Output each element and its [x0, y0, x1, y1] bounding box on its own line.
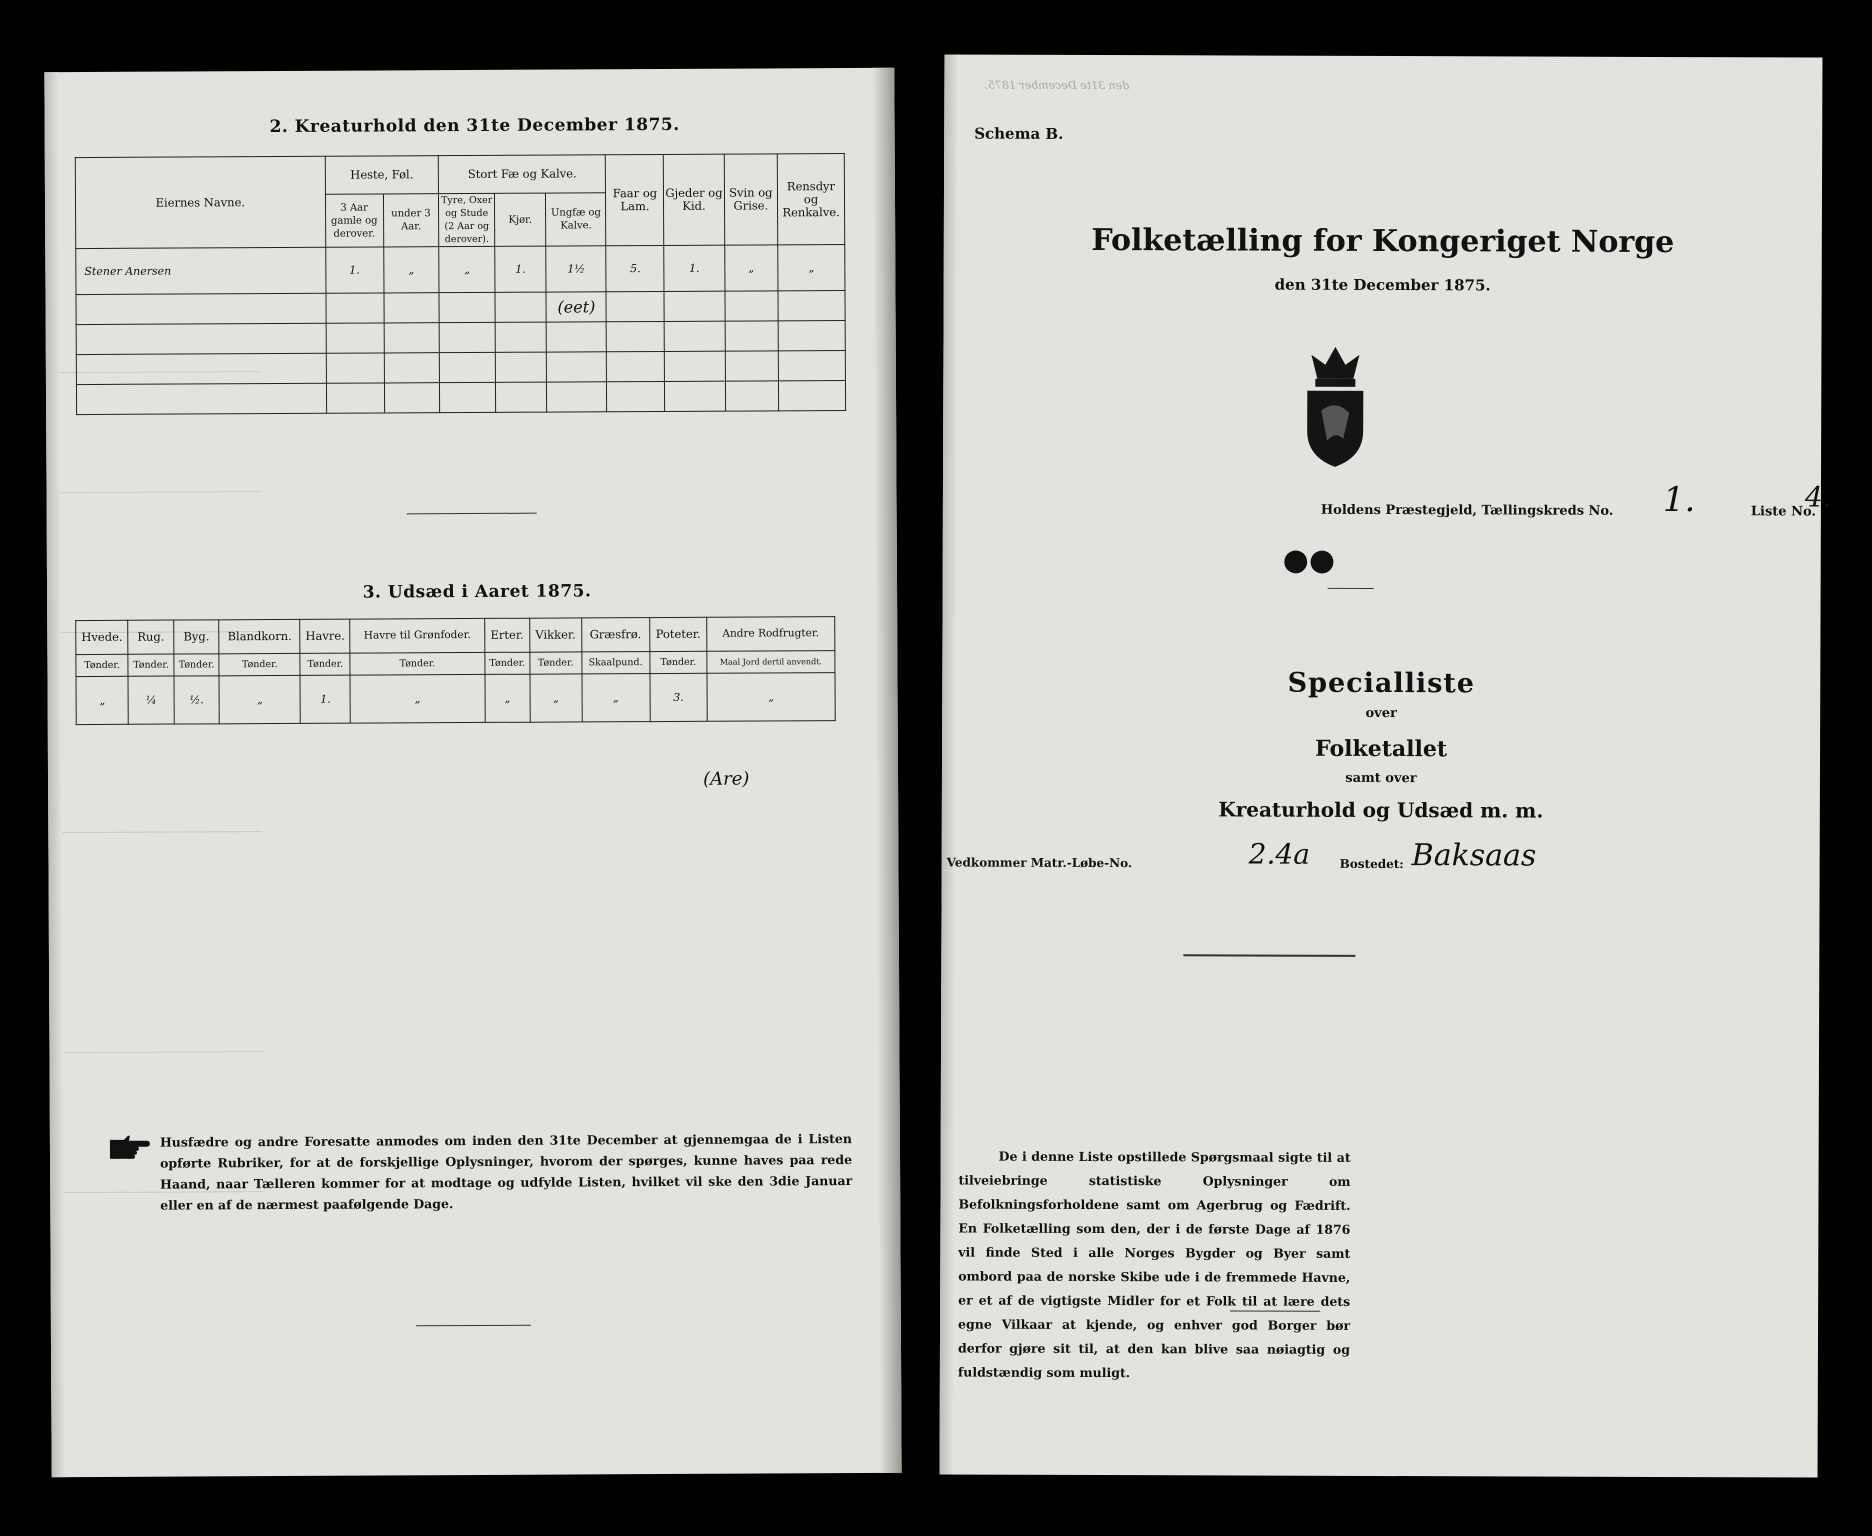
- folketallet-heading: Folketallet: [1315, 735, 1448, 763]
- seed-value: ¼: [128, 676, 174, 724]
- document-title: Folketælling for Kongeriget Norge: [1091, 222, 1675, 261]
- samt-over-text: samt over: [1345, 770, 1417, 787]
- table-row: [76, 291, 845, 325]
- table-row: [76, 351, 845, 385]
- owner-name-cell: Stener Anersen: [76, 247, 326, 294]
- seed-header: Rug.: [128, 620, 174, 654]
- tellingskreds-value: 1.: [1662, 479, 1696, 521]
- table-row: [76, 673, 835, 725]
- name-column-header: Eiernes Navne.: [75, 156, 325, 248]
- value-cell: „: [778, 245, 845, 291]
- seed-header: Havre til Grønfoder.: [350, 618, 484, 653]
- seed-unit: Tønder.: [219, 653, 300, 675]
- fold-shadow: [872, 68, 901, 1473]
- ungfae-header: Ungfæ og Kalve.: [546, 193, 606, 246]
- short-divider: [1328, 588, 1374, 589]
- seed-header: Erter.: [484, 618, 530, 652]
- svin-header: Svin og Grise.: [724, 154, 778, 245]
- specialliste-heading: Specialliste: [1287, 667, 1476, 700]
- seed-value: „: [76, 676, 129, 724]
- seed-value: „: [485, 674, 531, 722]
- document-date: den 31te December 1875.: [1274, 275, 1491, 295]
- rensdyr-header: Rensdyr og Renkalve.: [777, 154, 844, 245]
- heste-3aar-header: 3 Aar gamle og derover.: [325, 194, 383, 247]
- right-page: [940, 54, 1832, 1477]
- seed-header: Vikker.: [530, 618, 582, 652]
- bostedet-label: Bostedet:: [1339, 856, 1404, 872]
- value-cell: 1½: [546, 246, 606, 292]
- livestock-title: 2. Kreaturhold den 31te December 1875.: [269, 114, 680, 138]
- seed-header: Byg.: [174, 620, 220, 654]
- left-page: [44, 68, 901, 1477]
- seed-value: 1.: [300, 675, 350, 723]
- table-row: [76, 321, 845, 355]
- seed-value: „: [582, 674, 651, 722]
- intro-paragraph: De i denne Liste opstillede Spørgsmaal sigte til at tilveiebringe statistiske Oplysninger om Befolkningsforholdene samt om Agerbrug og Fædrift. En Folketælling som den, der i de første Dage af 1876 vil finde Sted i alle Norges Bygder og Byer samt ombord paa de norske Skibe ude i de fremmede Havne, er et af de vigtigste Midler for et Folk til at lære dets egne Vilkaar at kjende, og enhver god Borger bør derfor gjøre sit til, at den kan blive saa nøiagtig og fuldstændig som muligt.: [957, 1148, 1351, 1381]
- page-edge: [940, 54, 959, 1474]
- ungfae-note: (eet): [546, 292, 606, 322]
- bleed-line: [61, 491, 261, 493]
- kjor-header: Kjør.: [494, 193, 546, 246]
- value-cell: 1.: [325, 247, 383, 293]
- notice-text: Husfædre og andre Foresatte anmodes om inden den 31te December at gjennemgaa de i Listen opførte Rubriker, for at de forskjellige Oplysninger, hvorom der spørges, kunne haves paa rede Haand, naar Tælleren kommer for at modtage og udfylde Listen, hvilket vil ske den 3die Januar eller en af de nærmest paafølgende Dage.: [159, 1131, 853, 1213]
- seed-header: Blandkorn.: [219, 619, 300, 653]
- matr-value: 2.4a: [1248, 837, 1310, 871]
- long-divider: [1183, 954, 1355, 957]
- tyre-header: Tyre, Oxer og Stude (2 Aar og derover).: [439, 193, 495, 246]
- value-cell: 1.: [664, 245, 724, 291]
- bleed-through: den 31te December 1875.: [984, 78, 1130, 93]
- bleed-line: [63, 1051, 263, 1053]
- value-cell: „: [724, 245, 778, 291]
- seed-unit: Tønder.: [174, 654, 220, 676]
- seed-unit: Skaalpund.: [581, 652, 649, 674]
- seed-unit: Maal Jord dertil anvendt.: [707, 651, 835, 674]
- seed-unit: Tønder.: [484, 652, 530, 674]
- table-row: [76, 381, 845, 415]
- value-cell: „: [439, 246, 495, 292]
- seed-unit: Tønder.: [128, 654, 174, 676]
- seed-header: Græsfrø.: [581, 618, 650, 652]
- seed-unit: Tønder.: [76, 654, 128, 676]
- gjeder-header: Gjeder og Kid.: [664, 154, 725, 245]
- bleed-line: [62, 831, 262, 833]
- page-edge: [44, 72, 65, 1477]
- poteter-note: (Are): [702, 768, 750, 790]
- value-cell: 1.: [495, 246, 547, 292]
- value-cell: „: [383, 247, 439, 293]
- over-text: over: [1365, 705, 1397, 722]
- schema-label: Schema B.: [974, 124, 1064, 143]
- seed-header: Andre Rodfrugter.: [707, 617, 835, 652]
- kreaturhold-heading: Kreaturhold og Udsæd m. m.: [1218, 797, 1544, 823]
- prestegjeld-label: Holdens Præstegjeld, Tællingskreds No.: [1320, 502, 1614, 519]
- seed-unit: Tønder.: [530, 652, 582, 674]
- seed-table: [75, 616, 836, 725]
- seed-unit: Tønder.: [300, 653, 350, 675]
- seed-title: 3. Udsæd i Aaret 1875.: [362, 581, 592, 603]
- bottom-divider: [416, 1325, 531, 1327]
- seed-header: Poteter.: [650, 617, 707, 651]
- seed-value: „: [707, 673, 835, 722]
- liste-label: Liste No.: [1750, 504, 1816, 520]
- faar-header: Faar og Lam.: [606, 154, 664, 245]
- liste-value: 4.: [1804, 480, 1832, 514]
- seed-value: „: [219, 675, 300, 723]
- heste-under-header: under 3 Aar.: [383, 194, 439, 247]
- seed-unit: Tønder.: [650, 651, 707, 673]
- seed-header: Havre.: [300, 619, 350, 653]
- heste-group-header: Heste, Føl.: [325, 156, 439, 195]
- section-divider: [407, 513, 537, 515]
- seed-value: „: [530, 674, 582, 722]
- coat-of-arms-icon: [1295, 341, 1375, 471]
- value-cell: 5.: [606, 245, 664, 291]
- seed-header: Hvede.: [76, 620, 129, 654]
- seed-value: „: [350, 674, 484, 723]
- storfe-group-header: Stort Fæ og Kalve.: [439, 155, 606, 194]
- matr-label: Vedkommer Matr.-Løbe-No.: [946, 855, 1133, 871]
- seed-value: ½.: [174, 676, 220, 724]
- seed-unit: Tønder.: [350, 652, 484, 675]
- smudge-mark: ●●: [1282, 542, 1336, 578]
- livestock-table: [75, 153, 846, 415]
- pointing-hand-icon: [108, 1134, 152, 1160]
- seed-value: 3.: [650, 673, 707, 721]
- table-row: [76, 245, 845, 295]
- bostedet-value: Baksaas: [1411, 838, 1537, 874]
